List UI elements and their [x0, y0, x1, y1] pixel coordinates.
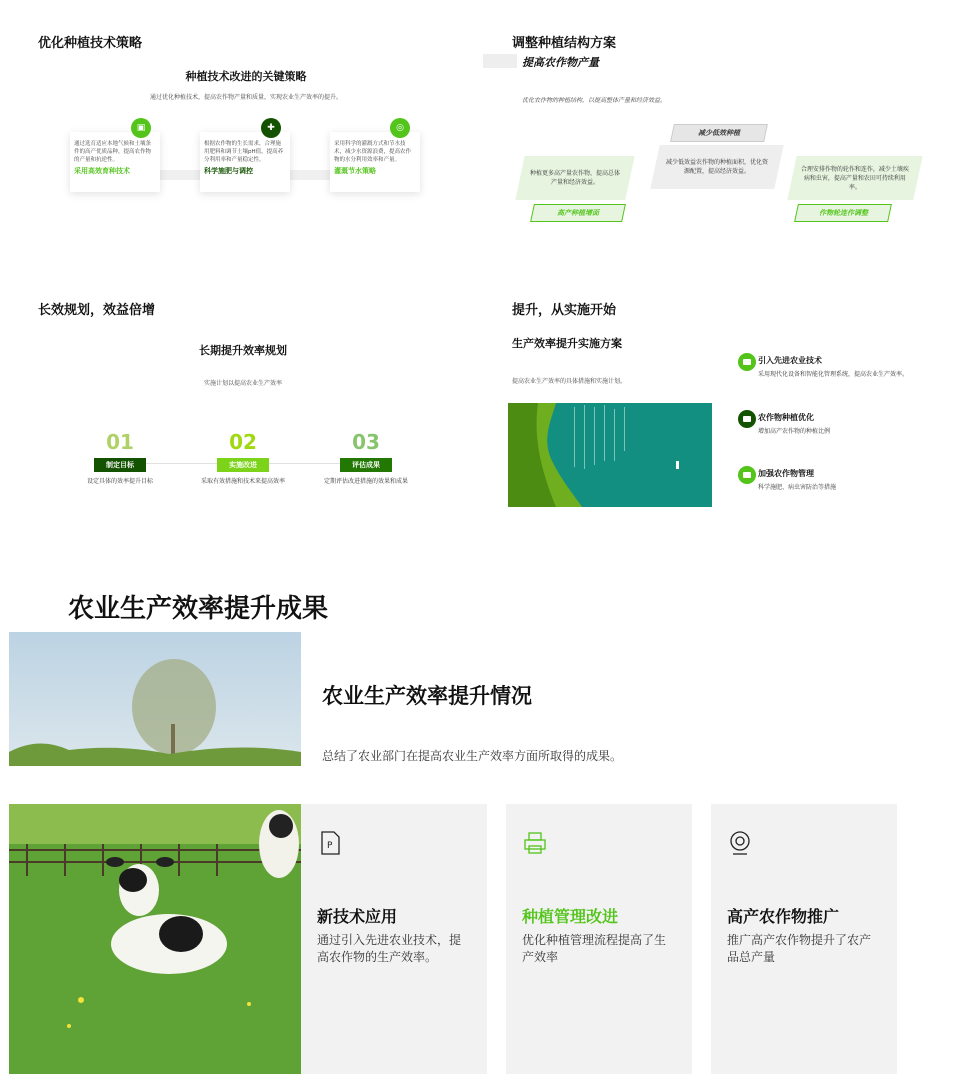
slide-heading: 种植技术改进的关键策略	[185, 70, 307, 83]
printer-icon	[522, 830, 548, 856]
card-text: 通过引入先进农业技术，提高农作物的生产效率。	[317, 933, 462, 964]
step-desc: 采取有效措施和技术来提高效率	[200, 478, 285, 485]
result-card	[506, 804, 692, 1074]
step-desc: 设定具体的效率提升目标	[86, 478, 153, 485]
structure-text: 合理安排作物的轮作和连作，减少土壤疾病和虫害，提高产量和农田可持续利用率。	[801, 165, 910, 191]
card-label: 采用高效育种技术	[74, 167, 130, 175]
webcam-icon	[727, 830, 753, 856]
result-card	[711, 804, 897, 1074]
card-title: 新技术应用	[317, 907, 398, 926]
results-heading: 农业生产效率提升情况	[322, 684, 532, 708]
card-label: 灌溉节水策略	[334, 167, 376, 175]
connector	[288, 170, 334, 180]
slide-title: 农业生产效率提升成果	[68, 594, 329, 624]
tree-image	[9, 632, 301, 766]
lake-image	[508, 403, 712, 507]
section-title: 提升，从实施开始	[512, 303, 617, 318]
structure-label: 高产种植增面	[530, 204, 626, 222]
structure-label: 减少低效种植	[670, 124, 768, 142]
slide-desc: 优化农作物的种植结构，以提高整体产量和经济效益。	[522, 97, 667, 104]
card-text: 优化种植管理流程提高了生产效率	[522, 933, 667, 964]
slide-heading: 长期提升效率规划	[199, 344, 287, 357]
crop-icon	[738, 410, 756, 428]
slide-subtitle: 实施计划以提高农业生产效率	[203, 380, 282, 387]
card-text: 推广高产农作物提升了农产品总产量	[727, 933, 872, 964]
strategy-card	[200, 132, 290, 192]
structure-box	[650, 145, 783, 189]
item-title: 引入先进农业技术	[758, 356, 822, 365]
step-desc: 定期评估改进措施的效果和成果	[323, 478, 408, 485]
technology-icon	[738, 353, 756, 371]
card-title: 高产农作物推广	[727, 907, 840, 926]
section-title: 调整种植结构方案	[512, 36, 617, 51]
result-card	[301, 804, 487, 1074]
svg-text:P: P	[327, 841, 333, 851]
section-title: 优化种植技术策略	[38, 36, 143, 51]
slide-heading: 生产效率提升实施方案	[512, 337, 622, 350]
step-number: 01	[106, 430, 134, 454]
card-desc: 通过选育适应本地气候和土壤条件的高产优质品种，提高农作物的产量和抗逆性。	[74, 141, 152, 163]
structure-text: 种植更多高产量农作物，提高总体产量和经济效益。	[530, 170, 621, 186]
step-number: 03	[352, 430, 380, 454]
water-icon: ◎	[390, 118, 410, 138]
subtitle-bar	[483, 54, 517, 68]
card-title: 种植管理改进	[522, 907, 619, 926]
connector	[158, 170, 204, 180]
strategy-card	[330, 132, 420, 192]
card-label: 科学施肥与调控	[204, 167, 253, 175]
card-desc: 采用科学的灌溉方式和节水技术，减少水资源浪费，提高农作物的水分利用效率和产量。	[334, 141, 412, 163]
slide-subtitle: 提高农作物产量	[522, 56, 599, 69]
section-title: 长效规划，效益倍增	[38, 303, 156, 318]
structure-text: 减少低效益农作物的种植面积，优化资源配置，提高经济效益。	[665, 159, 768, 175]
structure-box	[787, 156, 922, 200]
tree-photo	[9, 632, 301, 766]
slide-subtitle: 通过优化种植技术，提高农作物产量和质量，实现农业生产效率的提升。	[149, 94, 342, 101]
document-icon	[317, 830, 343, 856]
structure-box	[515, 156, 634, 200]
item-desc: 科学施肥、病虫害防治等措施	[758, 484, 837, 491]
seed-icon: ▣	[131, 118, 151, 138]
item-title: 农作物种植优化	[758, 413, 814, 422]
step-number: 02	[229, 430, 257, 454]
cow-image	[9, 804, 301, 1074]
results-subtitle: 总结了农业部门在提高农业生产效率方面所取得的成果。	[322, 749, 623, 763]
management-icon	[738, 466, 756, 484]
step-tag: 评估成果	[340, 458, 392, 472]
cow-photo	[9, 804, 301, 1074]
step-tag: 制定目标	[94, 458, 146, 472]
step-tag: 实施改进	[217, 458, 269, 472]
card-desc: 根据农作物的生长需求，合理施用肥料和调节土壤pH值，提高养分利用率和产量稳定性。	[204, 141, 284, 163]
item-desc: 增加高产农作物的种植比例	[758, 428, 831, 435]
structure-label: 作物轮连作调整	[794, 204, 892, 222]
strategy-card	[70, 132, 160, 192]
lake-photo	[508, 403, 712, 507]
fertilizer-icon: ✚	[261, 118, 281, 138]
item-title: 加强农作物管理	[758, 469, 814, 478]
slide-subtitle: 提高农业生产效率的具体措施和实施计划。	[512, 378, 627, 385]
item-desc: 采用现代化设备和智能化管理系统，提高农业生产效率。	[758, 371, 909, 378]
